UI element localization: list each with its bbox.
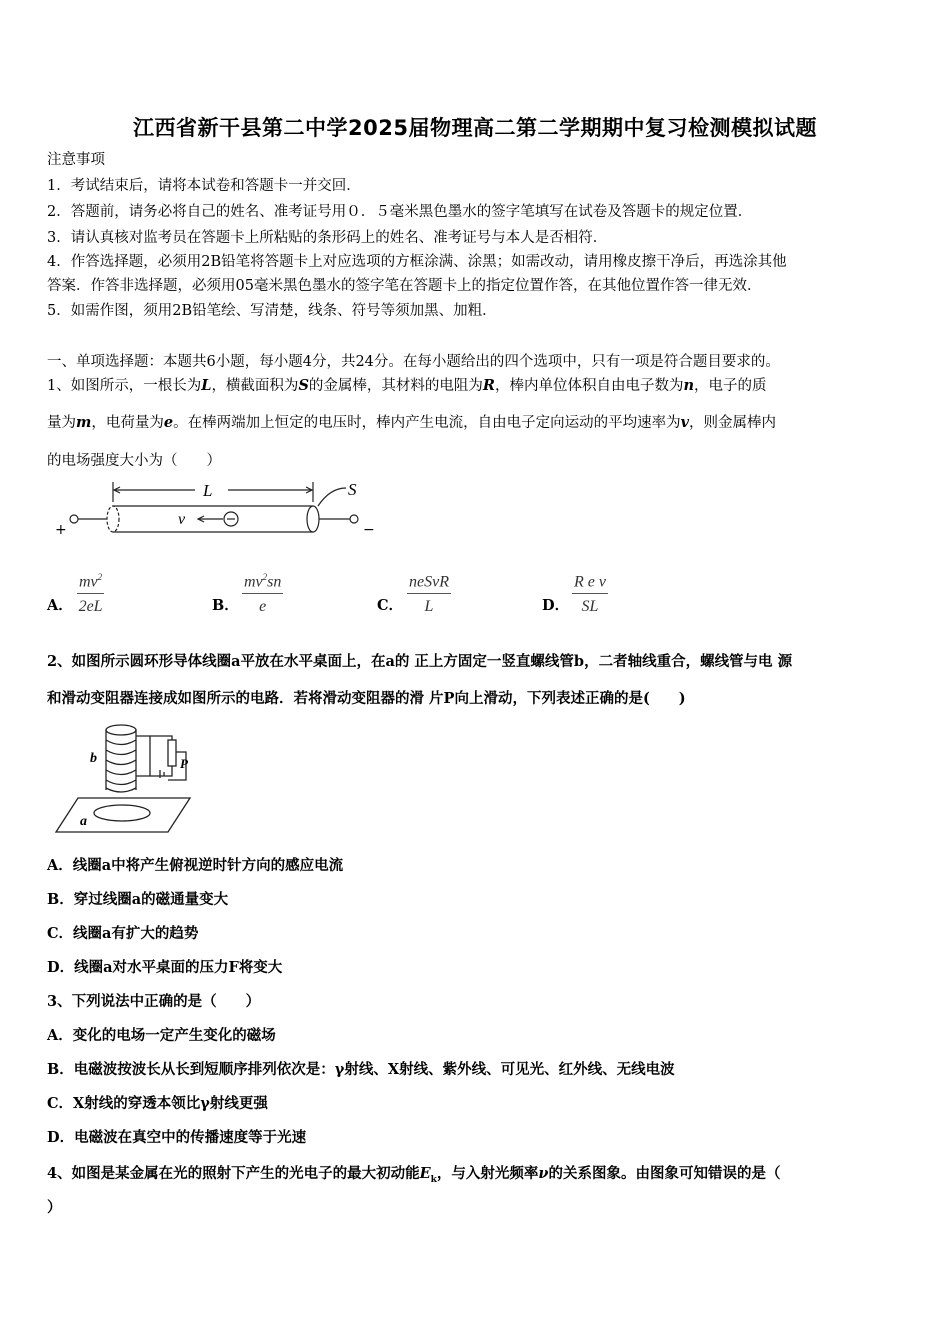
q2-option-b[interactable]: B．穿过线圈a的磁通量变大	[47, 891, 229, 908]
metal-rod-diagram	[50, 474, 390, 544]
q2-option-d[interactable]: D．线圈a对水平桌面的压力F将变大	[47, 959, 283, 976]
note-item: 答案．作答非选择题，必须用05毫米黑色墨水的签字笔在答题卡上的指定位置作答，在其他位置作答一律无效．	[47, 278, 762, 294]
q4-stem-line2: ）	[47, 1199, 62, 1216]
coil-a-label: a	[80, 814, 87, 829]
q1-stem-line2: 量为m，电荷量为e。在棒两端加上恒定的电压时，棒内产生电流，自由电子定向运动的平均速率为v，则金属棒内	[47, 414, 777, 431]
note-item: 5．如需作图，须用2B铅笔绘、写清楚，线条、符号等须加黑、加粗．	[47, 303, 497, 319]
q2-stem-line2: 和滑动变阻器连接成如图所示的电路．若将滑动变阻器的滑 片P向上滑动，下列表述正确的是( )	[47, 690, 686, 707]
q3-option-b[interactable]: B．电磁波按波长从长到短顺序排列依次是：γ射线、X射线、紫外线、可见光、红外线、无线电波	[47, 1061, 675, 1078]
note-item: 1．考试结束后，请将本试卷和答题卡一并交回．	[47, 178, 361, 194]
q2-option-a[interactable]: A．线圈a中将产生俯视逆时针方向的感应电流	[47, 857, 344, 874]
note-item: 3．请认真核对监考员在答题卡上所粘贴的条形码上的姓名、准考证号与本人是否相符．	[47, 230, 608, 246]
section-heading: 一、单项选择题：本题共6小题，每小题4分，共24分。在每小题给出的四个选项中，只有一项是符合题目要求的。	[47, 354, 780, 370]
rod-length-label: L	[203, 481, 213, 500]
q4-stem-line1: 4、如图是某金属在光的照射下产生的光电子的最大初动能$E_k$，与入射光频率ν的关系图象。由图象可知错误的是（	[47, 1165, 781, 1185]
note-item: 4．作答选择题，必须用2B铅笔将答题卡上对应选项的方框涂满、涂黑；如需改动，请用橡皮擦干净后，再选涂其他	[47, 254, 787, 270]
q3-stem: 3、下列说法中正确的是（ ）	[47, 993, 261, 1010]
q2-stem-line1: 2、如图所示圆环形导体线圈a平放在水平桌面上，在a的 正上方固定一竖直螺线管b，二者轴线重合，螺线管与电 源	[47, 653, 793, 670]
rod-area-label: S	[348, 480, 357, 499]
slider-p-label: P	[180, 756, 188, 771]
q3-option-c[interactable]: C．X射线的穿透本领比γ射线更强	[47, 1095, 268, 1112]
q2-option-c[interactable]: C．线圈a有扩大的趋势	[47, 925, 199, 942]
negative-terminal: −	[363, 522, 375, 538]
coil-solenoid-diagram	[50, 718, 200, 840]
page-title: 江西省新干县第二中学2025届物理高二第二学期期中复习检测模拟试题	[133, 116, 817, 140]
q1-stem-line1: 1、如图所示，一根长为L，横截面积为S的金属棒，其材料的电阻为R，棒内单位体积自由电子数为n，电子的质	[47, 377, 767, 394]
note-item: 2．答题前，请务必将自己的姓名、准考证号用０．５毫米黑色墨水的签字笔填写在试卷及答题卡的规定位置．	[47, 204, 753, 220]
q1-stem-line3: 的电场强度大小为（ ）	[47, 453, 221, 469]
positive-terminal: +	[55, 522, 67, 538]
solenoid-b-label: b	[90, 751, 97, 766]
q3-option-d[interactable]: D．电磁波在真空中的传播速度等于光速	[47, 1129, 307, 1146]
exam-page: 江西省新干县第二中学2025届物理高二第二学期期中复习检测模拟试题 注意事项 1．考试结束后，请将本试卷和答题卡一并交回． 2．答题前，请务必将自己的姓名、准考证号用０．５毫米黑色墨水的签字笔填写在试卷及答题卡的规定位置． 3．请认真核对监考员在答题卡上所粘贴的条形码上的姓名、准考证号与本人是否相符． 4．作答选择题，必须用2B铅笔将答题卡上对应选项的方框涂满、涂黑；如需改动，请用橡皮擦干净后，再选涂其他 答案．作答非选择题，必须用05毫米黑色墨水的签字笔在答题卡上的指定位置作答，在其他位置作答一律无效． 5．如需作图，须用2B铅笔绘、写清楚，线条、符号等须加黑、加粗． 一、单项选择题：本题共6小题，每小题4分，共24分。在每小题给出的四个选项中，只有一项是符合题目要求的。 1、如图所示，一根长为L，横截面积为S的金属棒，其材料的电阻为R，棒内单位体积自由电子数为n，电子的质 量为m，电荷量为e。在棒两端加上恒定的电压时，棒内产生电流，自由电子定向运动的平均速率为v，则金属棒内 的电场强度大小为（ ） L S v + − A． $\frac{mv^2}{2eL}$ B． $\frac{mv^2sn}{e}$ C． neSvR L D． $\frac{\text{R e v}}{SL}$ 2、如图所示圆环形导体线圈a平放在水平桌面上，在a的 正上方固定一竖直螺线管b，二者轴线重合，螺线管与电 源 和滑动变阻器连接成如图所示的电路．若将滑动变阻器的滑 片P向上滑动，下列表述正确的是( ) a b P A．线圈a中将产生俯视逆时针方向的感应电流 B．穿过线圈a的磁通量变大 C．线圈a有扩大的趋势 D．线圈a对水平桌面的压力F将变大 3、下列说法中正确的是（ ） A．变化的电场一定产生变化的磁场 B．电磁波按波长从长到短顺序排列依次是：γ射线、X射线、紫外线、可见光、红外线、无线电波 C．X射线的穿透本领比γ射线更强 D．电磁波在真空中的传播速度等于光速 4、如图是某金属在光的照射下产生的光电子的最大初动能$E_k$，与入射光频率ν的关系图象。由图象可知错误的是（ ）	[0, 0, 950, 1344]
velocity-label: v	[178, 511, 186, 528]
q3-option-a[interactable]: A．变化的电场一定产生变化的磁场	[47, 1027, 276, 1044]
notes-heading: 注意事项	[47, 152, 105, 168]
